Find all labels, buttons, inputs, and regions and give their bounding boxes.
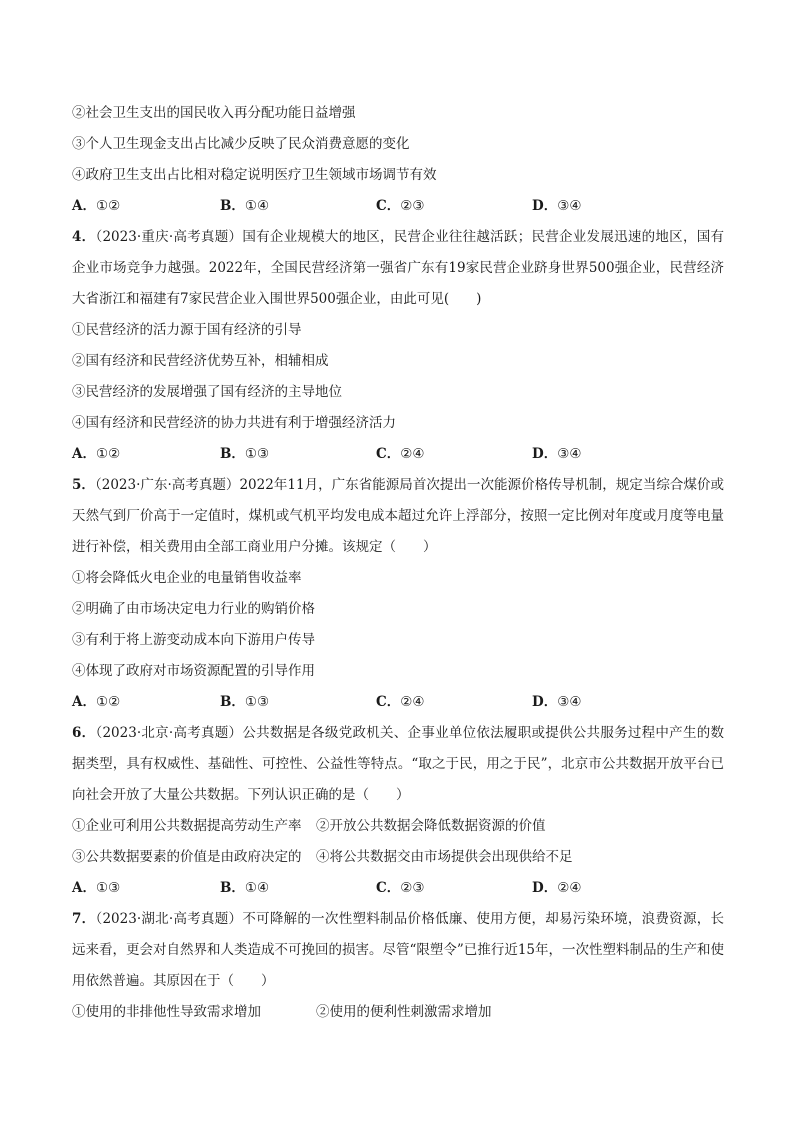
q5-option-b[interactable]: B．①③	[220, 694, 270, 710]
q7-stem-text: （2023·湖北·高考真题）不可降解的一次性塑料制品价格低廉、使用方便，却易污染环境，浪费资源，长远来看，更会对自然界和人类造成不可挽回的损害。尽管“限塑令”已推行近15年，一次性塑料制品的生产和使用依然普遍。其原因在于（ ）	[72, 911, 724, 989]
q4-option-a[interactable]: A．①②	[72, 446, 121, 462]
q6-statement-2: ②开放公共数据会降低数据资源的价值	[316, 818, 546, 834]
q5-stem	[72, 470, 724, 563]
q4-statement-3: ③民营经济的发展增强了国有经济的主导地位	[72, 384, 342, 400]
q5-number: 5．	[72, 477, 95, 493]
q4-statement-1: ①民营经济的活力源于国有经济的引导	[72, 322, 302, 338]
q3-option-b[interactable]: B．①④	[220, 198, 270, 214]
q6-option-c[interactable]: C．②③	[376, 880, 425, 896]
q7-number: 7．	[72, 911, 96, 927]
q6-stem-text: （2023·北京·高考真题）公共数据是各级党政机关、企事业单位依法履职或提供公共服务过程中产生的数据类型，具有权威性、基础性、可控性、公益性等特点。“取之于民，用之于民”，北京市公共数据开放平台已向社会开放了大量公共数据。下列认识正确的是（ ）	[72, 725, 724, 803]
q5-statement-3: ③有利于将上游变动成本向下游用户传导	[72, 632, 315, 648]
q4-options	[72, 439, 724, 470]
q4-statement-4: ④国有经济和民营经济的协力共进有利于增强经济活力	[72, 415, 396, 431]
q6-statement-1: ①企业可利用公共数据提高劳动生产率	[72, 818, 302, 834]
q6-statement-3: ③公共数据要素的价值是由政府决定的	[72, 849, 302, 865]
q5-option-c[interactable]: C．②④	[376, 694, 425, 710]
q6-stem	[72, 718, 724, 811]
q5-options	[72, 687, 724, 718]
q5-option-a[interactable]: A．①②	[72, 694, 121, 710]
q4-stem	[72, 222, 724, 315]
q3-statement-3: ③个人卫生现金支出占比减少反映了民众消费意愿的变化	[72, 136, 410, 152]
q3-statement-2: ②社会卫生支出的国民收入再分配功能日益增强	[72, 105, 356, 121]
q5-statement-2: ②明确了由市场决定电力行业的购销价格	[72, 601, 315, 617]
q5-statement-1: ①将会降低火电企业的电量销售收益率	[72, 570, 302, 586]
q5-statement-4: ④体现了政府对市场资源配置的引导作用	[72, 663, 315, 679]
question-content	[72, 98, 724, 1028]
q6-statement-row-2	[72, 842, 724, 873]
q4-number: 4．	[72, 229, 96, 245]
q3-option-d[interactable]: D．③④	[532, 198, 582, 214]
q4-statement-2: ②国有经济和民营经济优势互补，相辅相成	[72, 353, 329, 369]
q4-option-c[interactable]: C．②④	[376, 446, 425, 462]
q4-option-b[interactable]: B．①③	[220, 446, 270, 462]
q3-options	[72, 191, 724, 222]
q6-number: 6．	[72, 725, 96, 741]
q6-statement-row-1	[72, 811, 724, 842]
q7-statement-2: ②使用的便利性刺激需求增加	[316, 1004, 492, 1020]
q5-option-d[interactable]: D．③④	[532, 694, 582, 710]
q7-statement-row-1	[72, 997, 724, 1028]
q3-option-a[interactable]: A．①②	[72, 198, 121, 214]
q3-statement-4: ④政府卫生支出占比相对稳定说明医疗卫生领域市场调节有效	[72, 167, 437, 183]
q6-options	[72, 873, 724, 904]
q4-option-d[interactable]: D．③④	[532, 446, 582, 462]
q5-stem-text: （2023·广东·高考真题）2022年11月，广东省能源局首次提出一次能源价格传导机制，规定当综合煤价或天然气到厂价高于一定值时，煤机或气机平均发电成本超过允许上浮部分，按照一定比例对年度或月度等电量进行补偿，相关费用由全部工商业用户分摊。该规定（ ）	[72, 477, 724, 555]
q6-option-d[interactable]: D．②④	[532, 880, 582, 896]
q3-option-c[interactable]: C．②③	[376, 198, 425, 214]
q4-stem-text: （2023·重庆·高考真题）国有企业规模大的地区，民营企业往往越活跃；民营企业发展迅速的地区，国有企业市场竞争力越强。2022年，全国民营经济第一强省广东有19家民营企业跻身世界500强企业，民营经济大省浙江和福建有7家民营企业入围世界500强企业，由此可见( )	[72, 229, 724, 307]
q6-option-a[interactable]: A．①③	[72, 880, 121, 896]
q7-stem	[72, 904, 724, 997]
q6-statement-4: ④将公共数据交由市场提供会出现供给不足	[316, 849, 573, 865]
q6-option-b[interactable]: B．①④	[220, 880, 270, 896]
q7-statement-1: ①使用的非排他性导致需求增加	[72, 1004, 261, 1020]
